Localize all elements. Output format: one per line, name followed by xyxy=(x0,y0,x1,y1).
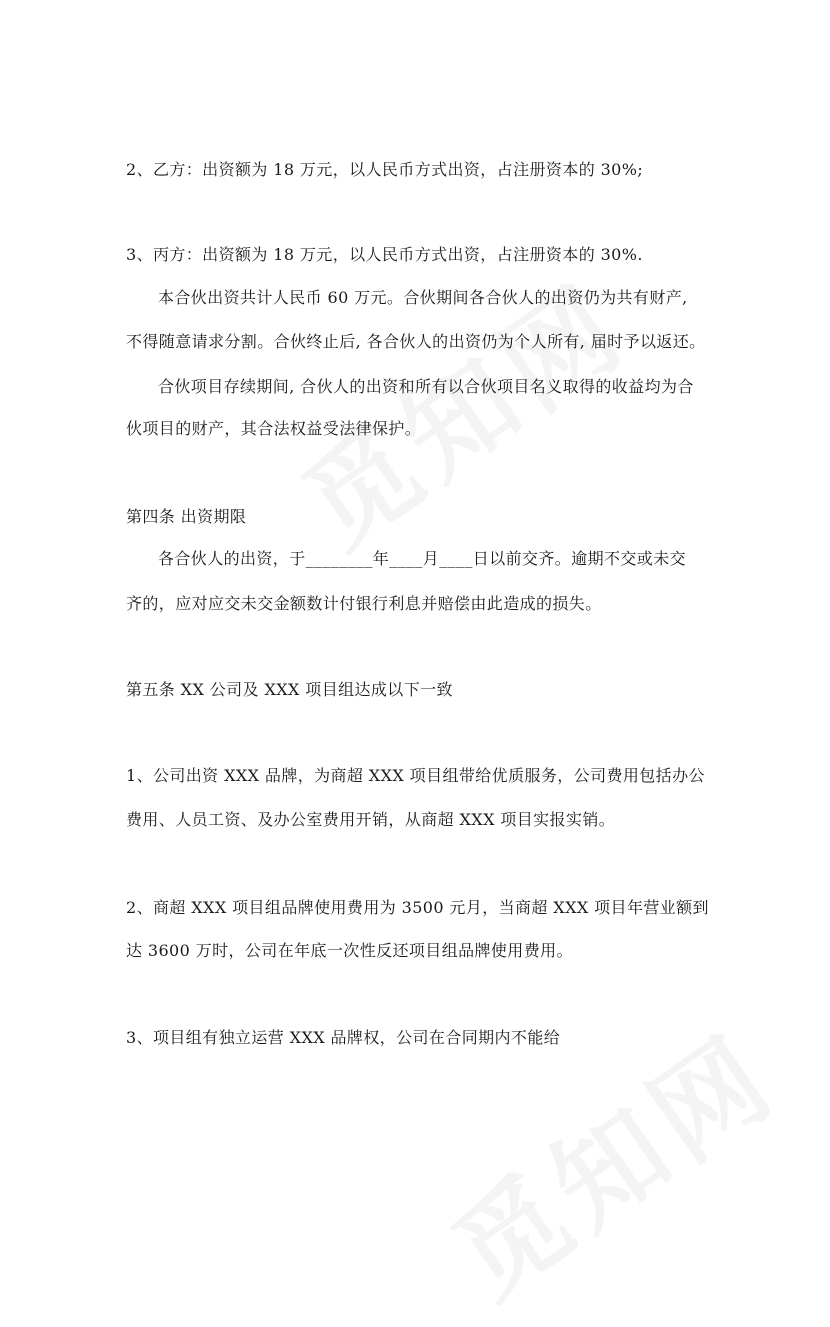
paragraph-line: 合伙项目存续期间, 合伙人的出资和所有以合伙项目名义取得的收益均为合 xyxy=(158,377,694,396)
paragraph-line: 3、丙方：出资额为 18 万元，以人民币方式出资，占注册资本的 30%. xyxy=(126,245,643,264)
paragraph-line: 齐的，应对应交未交金额数计付银行利息并赔偿由此造成的损失。 xyxy=(126,594,602,613)
paragraph-line: 3、项目组有独立运营 XXX 品牌权，公司在合同期内不能给 xyxy=(126,1028,561,1047)
paragraph-line: 各合伙人的出资，于________年____月____日以前交齐。逾期不交或未交 xyxy=(158,549,687,568)
paragraph-line: 伙项目的财产，其合法权益受法律保护。 xyxy=(126,419,422,438)
paragraph-line: 2、乙方：出资额为 18 万元，以人民币方式出资，占注册资本的 30%; xyxy=(126,160,644,179)
paragraph-line: 达 3600 万时，公司在年底一次性反还项目组品牌使用费用。 xyxy=(126,941,573,960)
paragraph-line: 本合伙出资共计人民币 60 万元。合伙期间各合伙人的出资仍为共有财产, xyxy=(158,288,688,307)
section-heading: 第四条 出资期限 xyxy=(126,507,247,526)
paragraph-line: 不得随意请求分割。合伙终止后, 各合伙人的出资仍为个人所有, 届时予以返还。 xyxy=(126,332,706,351)
paragraph-line: 费用、人员工资、及办公室费用开销，从商超 XXX 项目实报实销。 xyxy=(126,810,616,829)
paragraph-line: 1、公司出资 XXX 品牌，为商超 XXX 项目组带给优质服务，公司费用包括办公 xyxy=(126,766,705,785)
paragraph-line: 2、商超 XXX 项目组品牌使用费用为 3500 元月，当商超 XXX 项目年营业额到 xyxy=(126,898,709,917)
section-heading: 第五条 XX 公司及 XXX 项目组达成以下一致 xyxy=(126,680,453,699)
